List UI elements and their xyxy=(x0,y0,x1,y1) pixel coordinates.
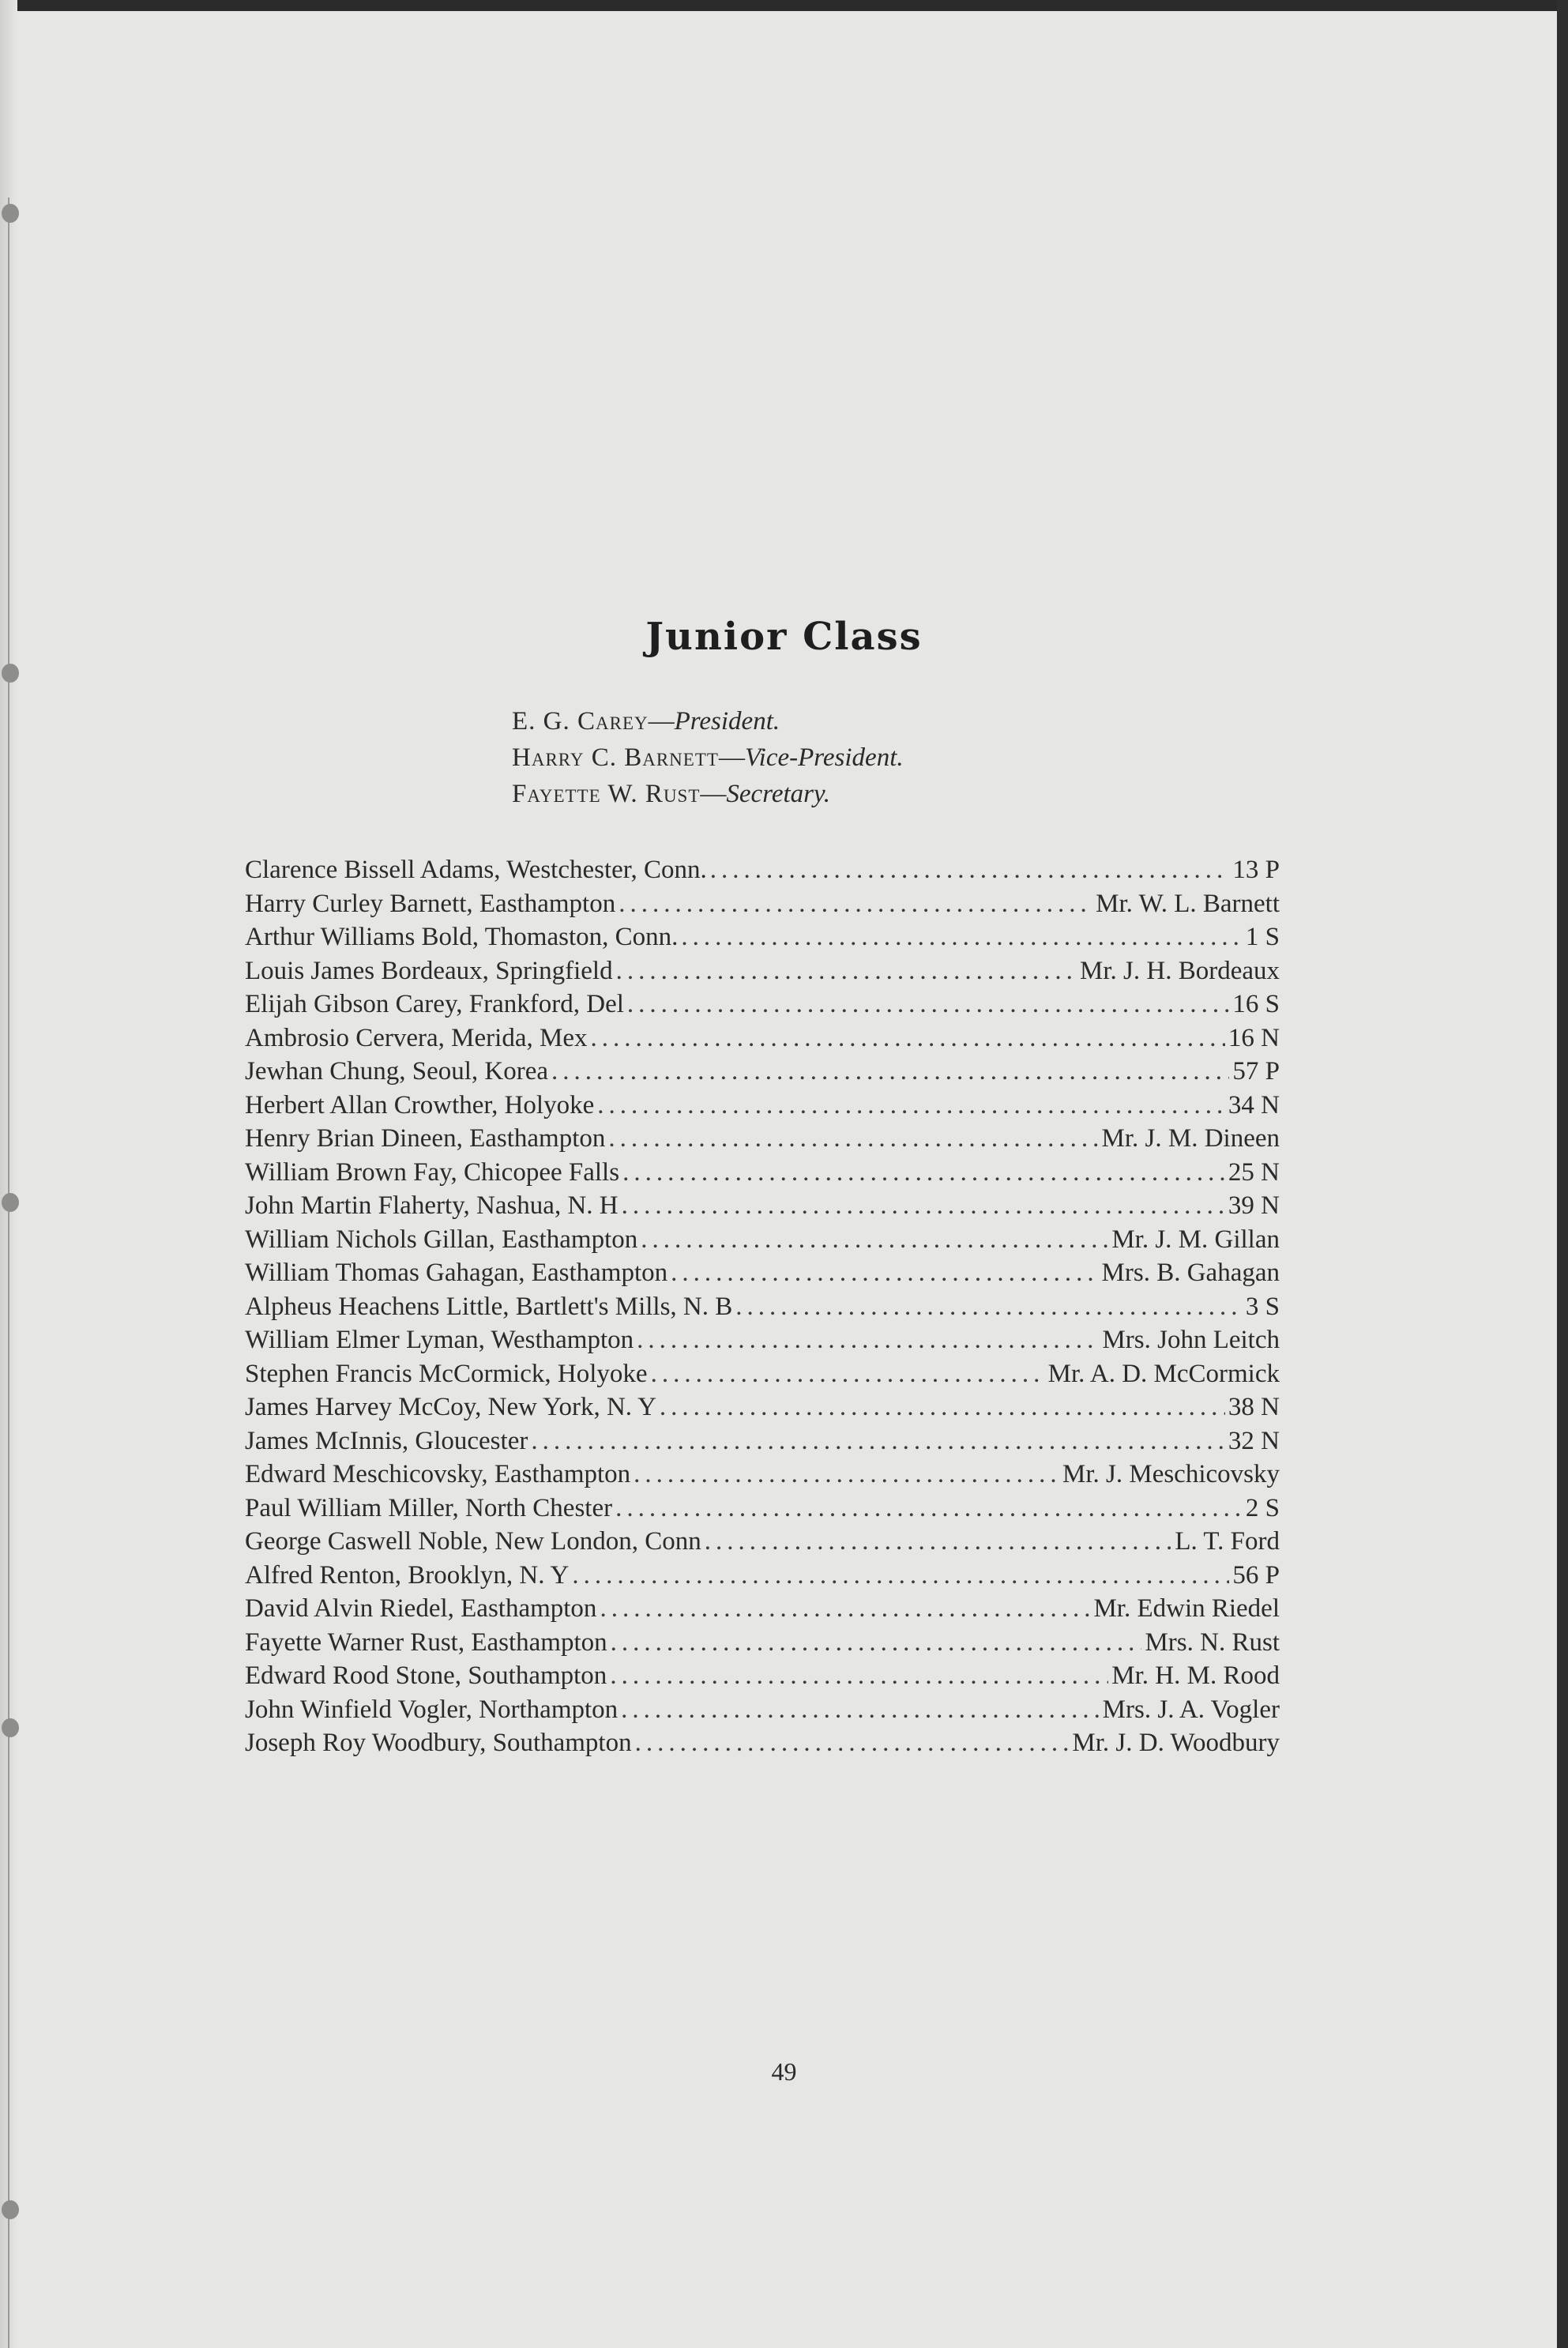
roster-row xyxy=(245,1693,1280,1727)
roster-row xyxy=(245,1592,1280,1626)
student-name-hometown: William Nichols Gillan, Easthampton xyxy=(245,1225,638,1254)
dot-leader xyxy=(608,1122,1098,1156)
residence-or-guardian: Mr. Edwin Riedel xyxy=(1093,1594,1280,1623)
residence-or-guardian: Mrs. J. A. Vogler xyxy=(1102,1695,1280,1724)
roster-row xyxy=(245,1492,1280,1526)
dot-leader xyxy=(622,1189,1225,1223)
officer-name: Harry C. Barnett xyxy=(512,743,719,772)
roster-row xyxy=(245,988,1280,1022)
officer-separator: — xyxy=(718,743,745,772)
dot-leader xyxy=(641,1223,1108,1257)
student-name-hometown: Elijah Gibson Carey, Frankford, Del xyxy=(245,990,624,1018)
roster-row xyxy=(245,1357,1280,1391)
student-name-hometown: William Elmer Lyman, Westhampton xyxy=(245,1326,634,1354)
dot-leader xyxy=(671,1256,1098,1290)
roster-row xyxy=(245,1055,1280,1089)
dot-leader xyxy=(622,1156,1225,1190)
roster-row xyxy=(245,887,1280,921)
dot-leader xyxy=(600,1592,1090,1626)
dot-leader xyxy=(627,988,1229,1022)
residence-or-guardian: 34 N xyxy=(1228,1090,1280,1119)
roster-row xyxy=(245,1525,1280,1559)
binding-stitch xyxy=(2,1193,19,1212)
residence-or-guardian: 16 S xyxy=(1232,990,1280,1018)
residence-or-guardian: 2 S xyxy=(1245,1493,1280,1522)
dot-leader xyxy=(616,954,1077,988)
student-name-hometown: Jewhan Chung, Seoul, Korea xyxy=(245,1057,549,1086)
residence-or-guardian: Mr. J. D. Woodbury xyxy=(1072,1729,1280,1757)
roster-row xyxy=(245,1659,1280,1693)
roster-row xyxy=(245,1458,1280,1492)
student-name-hometown: Alpheus Heachens Little, Bartlett's Mills, N. B xyxy=(245,1292,733,1321)
residence-or-guardian: 39 N xyxy=(1228,1191,1280,1220)
binding-line xyxy=(8,198,9,2348)
residence-or-guardian: 25 N xyxy=(1228,1157,1280,1187)
dot-leader xyxy=(637,1323,1099,1357)
officer-entry xyxy=(512,703,904,739)
roster-row xyxy=(245,1189,1280,1223)
dot-leader xyxy=(705,1525,1172,1559)
roster-row xyxy=(245,1156,1280,1190)
dot-leader xyxy=(710,853,1230,887)
student-name-hometown: James McInnis, Gloucester xyxy=(245,1426,528,1455)
residence-or-guardian: 57 P xyxy=(1232,1057,1280,1086)
roster-row xyxy=(245,954,1280,988)
residence-or-guardian: Mr. J. M. Dineen xyxy=(1101,1124,1280,1153)
officers-list xyxy=(512,703,904,812)
student-name-hometown: George Caswell Noble, New London, Conn xyxy=(245,1527,701,1556)
residence-or-guardian: Mrs. N. Rust xyxy=(1145,1627,1280,1657)
roster-row xyxy=(245,920,1280,954)
student-name-hometown: Louis James Bordeaux, Springfield xyxy=(245,956,613,985)
student-name-hometown: Harry Curley Barnett, Easthampton xyxy=(245,889,616,918)
residence-or-guardian: Mr. J. M. Gillan xyxy=(1111,1225,1280,1254)
roster-row xyxy=(245,1089,1280,1123)
roster-row xyxy=(245,1390,1280,1424)
residence-or-guardian: 32 N xyxy=(1228,1426,1280,1455)
dot-leader xyxy=(551,1055,1229,1089)
officer-name: Fayette W. Rust xyxy=(512,780,701,808)
residence-or-guardian: 3 S xyxy=(1245,1292,1280,1321)
officer-entry xyxy=(512,776,904,812)
dot-leader xyxy=(651,1357,1045,1391)
student-name-hometown: Stephen Francis McCormick, Holyoke xyxy=(245,1359,648,1388)
student-name-hometown: David Alvin Riedel, Easthampton xyxy=(245,1594,597,1623)
student-name-hometown: James Harvey McCoy, New York, N. Y xyxy=(245,1393,656,1421)
residence-or-guardian: Mrs. B. Gahagan xyxy=(1101,1259,1280,1287)
dot-leader xyxy=(681,920,1243,954)
student-name-hometown: Herbert Allan Crowther, Holyoke xyxy=(245,1090,595,1119)
roster-row xyxy=(245,1559,1280,1593)
dot-leader xyxy=(621,1693,1100,1727)
dot-leader xyxy=(531,1424,1225,1458)
officer-role: Secretary. xyxy=(726,780,831,808)
scan-top-edge xyxy=(0,0,1568,11)
officer-entry xyxy=(512,739,904,776)
binding-stitch xyxy=(2,664,19,683)
student-name-hometown: Joseph Roy Woodbury, Southampton xyxy=(245,1729,632,1757)
roster-row xyxy=(245,1290,1280,1324)
binding-stitch xyxy=(2,1718,19,1737)
roster-row xyxy=(245,1323,1280,1357)
student-name-hometown: Paul William Miller, North Chester xyxy=(245,1493,613,1522)
dot-leader xyxy=(619,887,1092,921)
roster-row xyxy=(245,1626,1280,1660)
roster-row xyxy=(245,1424,1280,1458)
page-number: 49 xyxy=(771,2057,797,2086)
student-name-hometown: Edward Rood Stone, Southampton xyxy=(245,1661,607,1690)
student-name-hometown: Fayette Warner Rust, Easthampton xyxy=(245,1627,607,1657)
roster-row xyxy=(245,1726,1280,1760)
roster-row xyxy=(245,1256,1280,1290)
residence-or-guardian: Mr. J. Meschicovsky xyxy=(1062,1460,1280,1488)
scan-right-edge xyxy=(1557,0,1568,2348)
dot-leader xyxy=(615,1492,1243,1526)
residence-or-guardian: 38 N xyxy=(1228,1393,1280,1421)
binding-stitch xyxy=(2,2200,19,2219)
student-name-hometown: Edward Meschicovsky, Easthampton xyxy=(245,1460,631,1488)
student-name-hometown: Henry Brian Dineen, Easthampton xyxy=(245,1124,606,1153)
dot-leader xyxy=(597,1089,1225,1123)
student-name-hometown: John Martin Flaherty, Nashua, N. H xyxy=(245,1191,619,1220)
dot-leader xyxy=(634,1458,1059,1492)
officer-name: E. G. Carey xyxy=(512,707,649,736)
dot-leader xyxy=(735,1290,1243,1324)
student-name-hometown: Alfred Renton, Brooklyn, N. Y xyxy=(245,1560,570,1590)
binding-stitch xyxy=(2,204,19,223)
residence-or-guardian: 16 N xyxy=(1228,1023,1280,1052)
roster-row xyxy=(245,1223,1280,1257)
residence-or-guardian: Mr. A. D. McCormick xyxy=(1047,1359,1280,1388)
officer-separator: — xyxy=(700,780,727,808)
officer-separator: — xyxy=(648,707,675,736)
roster-row xyxy=(245,1122,1280,1156)
dot-leader xyxy=(611,1626,1142,1660)
student-name-hometown: Clarence Bissell Adams, Westchester, Conn. xyxy=(245,856,707,884)
residence-or-guardian: Mr. J. H. Bordeaux xyxy=(1080,956,1280,985)
officer-role: Vice-President. xyxy=(744,743,904,772)
dot-leader xyxy=(610,1659,1108,1693)
student-name-hometown: Arthur Williams Bold, Thomaston, Conn. xyxy=(245,923,679,951)
roster-row xyxy=(245,1022,1280,1055)
dot-leader xyxy=(590,1022,1224,1055)
student-name-hometown: Ambrosio Cervera, Merida, Mex xyxy=(245,1023,588,1052)
residence-or-guardian: Mr. H. M. Rood xyxy=(1111,1661,1280,1690)
student-name-hometown: William Thomas Gahagan, Easthampton xyxy=(245,1259,668,1287)
residence-or-guardian: L. T. Ford xyxy=(1175,1527,1280,1556)
class-roster xyxy=(245,853,1280,1760)
student-name-hometown: William Brown Fay, Chicopee Falls xyxy=(245,1157,620,1187)
student-name-hometown: John Winfield Vogler, Northampton xyxy=(245,1695,619,1724)
residence-or-guardian: 13 P xyxy=(1232,856,1280,884)
residence-or-guardian: Mr. W. L. Barnett xyxy=(1096,889,1280,918)
officer-role: President. xyxy=(674,707,780,736)
residence-or-guardian: Mrs. John Leitch xyxy=(1102,1326,1280,1354)
roster-row xyxy=(245,853,1280,887)
residence-or-guardian: 1 S xyxy=(1245,923,1280,951)
residence-or-guardian: 56 P xyxy=(1232,1560,1280,1590)
dot-leader xyxy=(572,1559,1229,1593)
dot-leader xyxy=(635,1726,1070,1760)
dot-leader xyxy=(660,1390,1225,1424)
section-title: Junior Class xyxy=(645,615,923,659)
